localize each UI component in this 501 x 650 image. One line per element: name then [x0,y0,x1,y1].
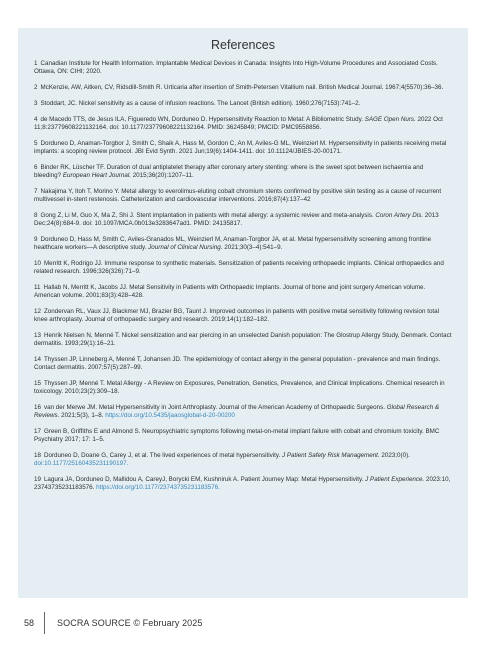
reference-text: Lagura JA, Dorduneo D, Mallidou A, CareyJ, Borycki EM, Kushniruk A. Patient Journey Map: Metal Hypersensitivity. [43,475,366,483]
reference-item [34,100,452,108]
publication-label: SOCRA SOURCE © February 2025 [57,618,203,628]
reference-item [34,164,452,180]
footer-divider [44,612,45,634]
reference-text-tail: 2023;0(0). [379,451,410,459]
reference-item [34,452,452,468]
reference-number: 3 [34,99,38,107]
reference-item [34,236,452,252]
reference-journal: Journal of Clinical Nursing. [148,243,223,251]
reference-item [34,380,452,396]
reference-text: van der Merwe JM. Metal Hypersensitivity in Joint Arthroplasty. Journal of the American Academy of Orthopaedic Surgeons. [43,403,387,411]
reference-item [34,84,452,92]
reference-text-tail: 2015;36(20):1207–11. [130,171,194,179]
references-panel [18,28,468,598]
reference-item [34,212,452,228]
reference-text: Hallab N, Merritt K, Jacobs JJ. Metal Sensitivity in Patients with Orthopaedic Implants. Journal of bone and joint surgery American volume. American volume. 2001;83(3):428–428. [34,283,426,299]
reference-journal: Global Research & Reviews. [34,403,440,419]
reference-text-tail: 2022 Oct 11;8:23779608221132164. doi: 10.1177/23779608221132164. PMID: 36245849; PMCID: PMC9558856. [34,115,443,131]
reference-text: Green B, Griffiths E and Almond S. Neuropsychiatric symptoms following metal-on-metal implant failure with cobalt and chromium toxicity. BMC Psychiatry 2017; 17: 1–5. [34,427,440,443]
reference-item [34,60,452,76]
reference-item [34,188,452,204]
reference-text: Nakajima Y, Itoh T, Morino Y. Metal allergy to everolimus-eluting cobalt chromium stents confirmed by positive skin testing as a cause of recurrent multivessel in-stent restenosis. Catheterization and cardiovascular interventions. 2016;87(4):137–42 [34,187,442,203]
reference-journal: J Patient Experience. [365,475,425,483]
reference-text-tail: 2023:10, 23743735231183576. [34,475,451,491]
reference-number: 6 [34,163,38,171]
reference-text: Dorduneo D, Hass M, Smith C, Aviles-Granados ML, Weinzierl M, Anaman-Torgbor JA, et al. Metal hypersensitivity screening among frontline healthcare workers—A descriptive study. [34,235,432,251]
reference-journal: SAGE Open Nurs. [364,115,416,123]
reference-text: Zondervan RL, Vaux JJ, Blackmer MJ, Brazier BG, Taunt J. Improved outcomes in patients with positive metal sensitivity following revision total knee arthroplasty. Journal of orthopaedic surgery and research. 2019;14(1):182–182. [34,307,440,323]
reference-journal: Coron Artery Dis. [375,211,424,219]
reference-text: Stoddart, JC. Nickel sensitivity as a cause of infusion reactions. The Lancet (British edition). 1960;276(7153):741–2. [40,99,361,107]
reference-text: Gong Z, Li M, Guo X, Ma Z, Shi J. Stent implantation in patients with metal allergy: a systemic review and meta-analysis. [40,211,376,219]
reference-number: 7 [34,187,38,195]
reference-number: 16 [34,403,41,411]
references-list [34,60,452,492]
reference-item [34,356,452,372]
reference-item [34,308,452,324]
reference-text: Thyssen JP, Menné T. Metal Allergy - A Review on Exposures, Penetration, Genetics, Prevalence, and Clinical Implications. Chemical research in toxicology. 2010;23(2):309–18. [34,379,445,395]
reference-link[interactable]: doi:10.1177/25160435231190197. [34,459,129,467]
reference-number: 13 [34,331,41,339]
reference-number: 1 [34,60,38,67]
reference-item [34,140,452,156]
reference-item [34,116,452,132]
reference-item [34,284,452,300]
reference-item [34,332,452,348]
reference-text: Thyssen JP, Linneberg A, Menné T, Johansen JD. The epidemiology of contact allergy in the general population - prevalence and main findings. Contact dermatitis. 2007;57(5):287–99. [34,355,441,371]
reference-number: 2 [34,84,38,91]
reference-text: Dorduneo D, Doane G, Carey J, et al. The lived experiences of metal hypersensitivity. [43,451,283,459]
reference-text: Merritt K, Rodrigo JJ. Immune response to synthetic materials. Sensitization of patients receiving orthopaedic implants. Clinical orthopaedics and related research. 1996;326(326):71–9. [34,259,444,275]
reference-number: 8 [34,211,38,219]
reference-item [34,476,452,492]
reference-number: 9 [34,235,38,243]
reference-link[interactable]: https://doi.org/10.1177/23743735231183576. [96,483,220,491]
reference-number: 10 [34,259,41,267]
reference-number: 18 [34,451,41,459]
reference-number: 14 [34,355,41,363]
page-title: References [211,38,275,52]
page-footer [24,613,203,633]
reference-item [34,260,452,276]
reference-text-tail: 2021;5(3), 1–8. [59,411,106,419]
reference-item [34,428,452,444]
reference-item [34,404,452,420]
reference-text: Binder RK, Lüscher TF. Duration of dual antiplatelet therapy after coronary artery stenting: where is the sweet spot between ischaemia and bleeding? [34,163,424,179]
reference-journal: European Heart Journal. [62,171,131,179]
reference-link[interactable]: https://doi.org/10.5435/jaaosglobal-d-20-00200 [105,411,235,419]
reference-text: Canadian Institute for Health Information. Implantable Medical Devices in Canada: Insights Into High-Volume Procedures and Associated Costs. Ottawa, ON: CIHI; 2020. [34,60,438,76]
reference-number: 4 [34,115,38,123]
reference-text-tail: 2021;30(3–4):541–9. [222,243,283,251]
page-number: 58 [24,618,35,628]
reference-text: Henrik Nielsen N, Menné T. Nickel sensitization and ear piercing in an unselected Danish population: The Glostrup Allergy Study, Denmark. Contact dermatitis. 1993;29(1):16–21. [34,331,452,347]
reference-text: de Macedo TTS, de Jesus ILA, Figueredo WN, Dorduneo D. Hypersensitivity Reaction to Metal: A Bibliometric Study. [40,115,365,123]
reference-number: 15 [34,379,41,387]
reference-number: 12 [34,307,41,315]
reference-text: McKenzie, AW, Aitken, CV, Ridsdill-Smith R. Urticaria after insertion of Smith-Petersen Vitallium nail. British Medical Journal. 1967;4(5570):36–36. [40,84,444,91]
reference-text-tail: 2013 Dec;24(8):684-9. doi: 10.1097/MCA.0b013e3283647ad1. PMID: 24135817. [34,211,439,227]
reference-number: 17 [34,427,41,435]
reference-journal: J Patient Safety Risk Management. [282,451,380,459]
reference-number: 5 [34,139,38,147]
reference-number: 19 [34,475,41,483]
reference-text: Dorduneo D, Anaman-Torgbor J, Smith C, Shaik A, Hass M, Gordon C, An M, Aviles-G ML, Weinzierl M. Hypersensitivity in patients receiving metal implants: a scoping review protocol. JBI Evid Synth. 2021 Jun;19(6):1404-1411. doi: 10.11124/JBIES-20-00171. [34,139,447,155]
reference-number: 11 [34,283,41,291]
